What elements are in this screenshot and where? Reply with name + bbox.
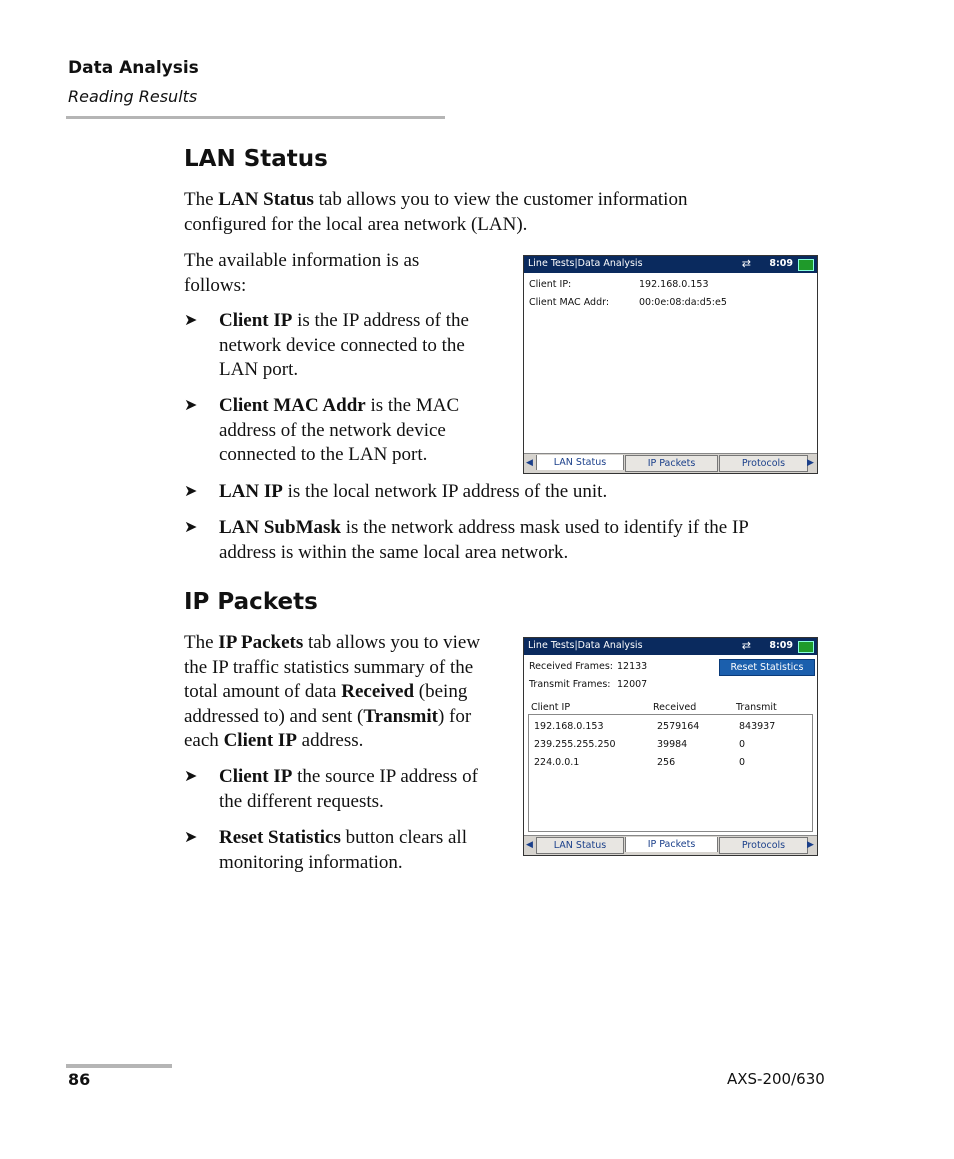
client-mac-value: 00:0e:08:da:d5:e5: [639, 297, 727, 308]
client-ip-value: 192.168.0.153: [639, 279, 709, 290]
received-frames-value: 12133: [617, 661, 648, 672]
lan-status-intro: The LAN Status tab allows you to view the customer information configured for the local area network (LAN).: [184, 189, 688, 235]
column-received: Received: [653, 702, 697, 713]
bullet-arrow-icon: ➤: [184, 829, 198, 846]
transmit-frames-value: 12007: [617, 679, 648, 690]
product-model: AXS-200/630: [727, 1070, 825, 1088]
column-client-ip: Client IP: [531, 702, 571, 713]
table-cell: 0: [739, 757, 746, 768]
running-header-subtitle: Reading Results: [68, 87, 198, 106]
lan-status-screenshot: [523, 255, 818, 474]
bullet-arrow-icon: ➤: [184, 768, 198, 785]
client-ip-label: Client IP:: [529, 279, 572, 290]
tab-lan-status[interactable]: LAN Status: [536, 837, 624, 854]
page-number: 86: [68, 1070, 91, 1089]
table-cell: 39984: [657, 739, 688, 750]
bullet-arrow-icon: ➤: [184, 312, 198, 329]
bullet-arrow-icon: ➤: [184, 519, 198, 536]
tab-scroll-left-icon[interactable]: ◀: [526, 840, 533, 850]
ip-packets-screenshot: [523, 637, 818, 856]
tab-lan-status[interactable]: LAN Status: [536, 455, 624, 470]
device-tabbar: [524, 453, 817, 473]
connection-arrows-icon: ⇄: [741, 257, 751, 270]
tab-scroll-right-icon[interactable]: ▶: [807, 840, 814, 850]
connection-arrows-icon: ⇄: [741, 639, 751, 652]
tab-protocols[interactable]: Protocols: [719, 837, 808, 854]
received-frames-label: Received Frames:: [529, 661, 613, 672]
table-cell: 2579164: [657, 721, 700, 732]
table-cell: 192.168.0.153: [534, 721, 604, 732]
tab-ip-packets[interactable]: IP Packets: [625, 455, 718, 472]
table-cell: 239.255.255.250: [534, 739, 616, 750]
ip-packets-intro: The IP Packets tab allows you to view the IP traffic statistics summary of the total amount of data Received (being addressed to) and sent (Transmit) for each Client IP address.: [184, 632, 481, 751]
device-time: 8:09: [769, 258, 793, 269]
header-divider: [66, 116, 445, 119]
column-transmit: Transmit: [736, 702, 777, 713]
bullet-arrow-icon: ➤: [184, 483, 198, 500]
lan-status-heading: LAN Status: [184, 146, 328, 172]
lan-status-available: The available information is as follows:: [184, 250, 420, 296]
device-time: 8:09: [769, 640, 793, 651]
device-titlebar: [524, 638, 817, 655]
device-title: Line Tests|Data Analysis: [528, 640, 643, 651]
table-cell: 224.0.0.1: [534, 757, 580, 768]
table-cell: 0: [739, 739, 746, 750]
running-header-title: Data Analysis: [68, 58, 199, 78]
client-mac-label: Client MAC Addr:: [529, 297, 610, 308]
table-cell: 843937: [739, 721, 776, 732]
device-titlebar: [524, 256, 817, 273]
footer-divider: [66, 1064, 172, 1068]
ip-packets-heading: IP Packets: [184, 589, 318, 615]
tab-scroll-right-icon[interactable]: ▶: [807, 458, 814, 468]
battery-icon: [798, 641, 814, 653]
tab-scroll-left-icon[interactable]: ◀: [526, 458, 533, 468]
transmit-frames-label: Transmit Frames:: [529, 679, 611, 690]
tab-ip-packets[interactable]: IP Packets: [625, 837, 718, 852]
bullet-arrow-icon: ➤: [184, 397, 198, 414]
device-title: Line Tests|Data Analysis: [528, 258, 643, 269]
tab-protocols[interactable]: Protocols: [719, 455, 808, 472]
battery-icon: [798, 259, 814, 271]
reset-statistics-button[interactable]: Reset Statistics: [719, 659, 815, 676]
ip-statistics-table[interactable]: [528, 714, 813, 832]
table-cell: 256: [657, 757, 676, 768]
device-tabbar: [524, 835, 817, 855]
